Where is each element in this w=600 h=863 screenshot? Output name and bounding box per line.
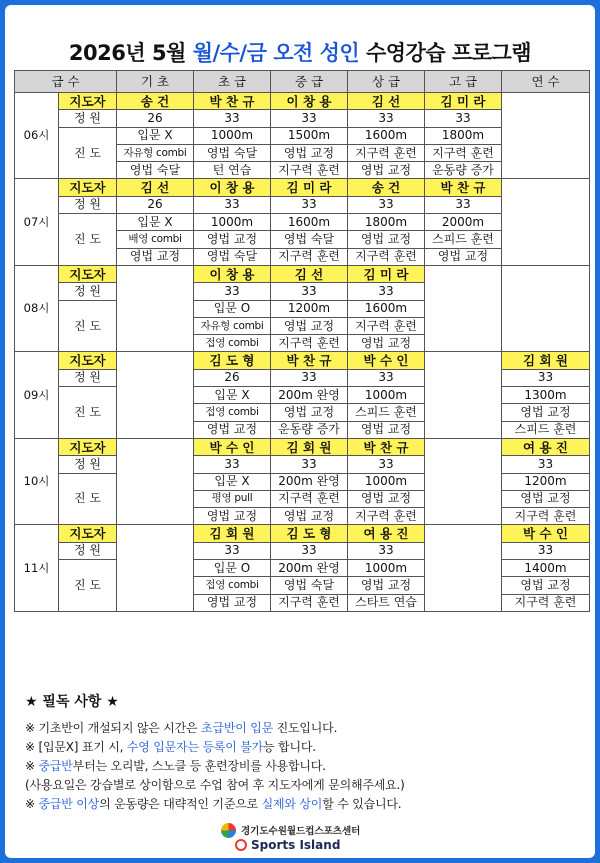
progress-cell: 지구력 훈련 xyxy=(348,508,425,525)
progress-label: 진 도 xyxy=(59,214,117,266)
progress-label: 진 도 xyxy=(59,300,117,352)
progress-cell: 영법 교정 xyxy=(502,404,590,421)
table-row xyxy=(15,473,590,490)
progress-cell: 영법 숙달 xyxy=(194,248,271,265)
capacity-cell: 33 xyxy=(271,196,348,213)
instructor-cell: 박 찬 규 xyxy=(425,179,502,196)
capacity-cell: 26 xyxy=(117,196,194,213)
progress-cell: 1000m xyxy=(194,214,271,231)
progress-cell: 영법 교정 xyxy=(502,577,590,594)
progress-cell: 영법 교정 xyxy=(425,248,502,265)
capacity-cell: 33 xyxy=(194,542,271,559)
progress-cell: 영법 교정 xyxy=(502,490,590,507)
instructor-cell: 박 찬 규 xyxy=(194,93,271,110)
progress-cell: 영법 교정 xyxy=(194,594,271,611)
progress-cell: 영법 숙달 xyxy=(271,231,348,248)
progress-cell: 스피드 훈련 xyxy=(348,404,425,421)
hour-cell: 06시 xyxy=(15,93,59,179)
empty-cell xyxy=(425,525,502,611)
instructor-cell: 박 수 인 xyxy=(194,438,271,455)
instructor-cell: 송 건 xyxy=(348,179,425,196)
instructor-cell: 김 미 라 xyxy=(348,265,425,282)
capacity-cell: 33 xyxy=(194,283,271,300)
progress-cell: 운동량 증가 xyxy=(271,421,348,438)
progress-cell: 영법 숙달 xyxy=(117,162,194,179)
instructor-label: 지도자 xyxy=(59,265,117,282)
table-row xyxy=(15,369,590,386)
capacity-cell: 33 xyxy=(271,456,348,473)
capacity-label: 정 원 xyxy=(59,369,117,386)
progress-cell: 지구력 훈련 xyxy=(271,335,348,352)
progress-cell: 1300m xyxy=(502,387,590,404)
progress-cell: 지구력 훈련 xyxy=(271,490,348,507)
progress-cell: 입문 X xyxy=(194,387,271,404)
note-4: (사용요일은 강습별로 상이함으로 수업 참여 후 지도자에게 문의해주세요.) xyxy=(25,778,405,792)
progress-cell: 지구력 훈련 xyxy=(348,317,425,334)
progress-cell: 영법 교정 xyxy=(271,508,348,525)
instructor-cell: 김 도 형 xyxy=(194,352,271,369)
header-expert: 고 급 xyxy=(425,71,502,93)
capacity-cell: 33 xyxy=(348,196,425,213)
progress-cell: 지구력 훈련 xyxy=(502,594,590,611)
schedule-card xyxy=(5,5,595,858)
progress-cell: 1000m xyxy=(348,387,425,404)
empty-cell xyxy=(117,352,194,438)
progress-cell: 영법 교정 xyxy=(194,508,271,525)
progress-cell: 평영 pull xyxy=(194,490,271,507)
table-row xyxy=(15,352,590,369)
header-basic: 기 초 xyxy=(117,71,194,93)
progress-cell: 지구력 훈련 xyxy=(348,248,425,265)
progress-cell: 스피드 훈련 xyxy=(425,231,502,248)
note-5: ※ 중급반 이상의 운동량은 대략적인 기준으로 실제와 상이할 수 있습니다. xyxy=(25,797,402,811)
progress-cell: 지구력 훈련 xyxy=(271,162,348,179)
instructor-cell: 김 선 xyxy=(271,265,348,282)
progress-cell: 턴 연습 xyxy=(194,162,271,179)
capacity-cell: 33 xyxy=(502,456,590,473)
capacity-cell: 33 xyxy=(271,369,348,386)
capacity-cell: 33 xyxy=(502,369,590,386)
instructor-cell: 박 수 인 xyxy=(348,352,425,369)
schedule-table xyxy=(14,70,590,612)
hour-cell: 07시 xyxy=(15,179,59,265)
progress-label: 진 도 xyxy=(59,127,117,179)
progress-cell: 자유형 combi xyxy=(194,317,271,334)
progress-cell: 배영 combi xyxy=(117,231,194,248)
progress-cell: 1200m xyxy=(502,473,590,490)
instructor-cell: 김 회 원 xyxy=(194,525,271,542)
table-row xyxy=(15,525,590,542)
notes-heading: ★ 필독 사항 ★ xyxy=(25,694,119,710)
progress-cell: 지구력 훈련 xyxy=(348,144,425,161)
progress-cell: 지구력 훈련 xyxy=(502,508,590,525)
capacity-cell: 33 xyxy=(194,196,271,213)
header-advanced: 상 급 xyxy=(348,71,425,93)
progress-cell: 1200m xyxy=(271,300,348,317)
progress-cell: 입문 O xyxy=(194,300,271,317)
page-title: 2026년 5월 월/수/금 오전 성인 수영강습 프로그램 xyxy=(68,41,532,65)
empty-cell xyxy=(117,525,194,611)
progress-label: 진 도 xyxy=(59,473,117,525)
progress-cell: 1000m xyxy=(348,473,425,490)
progress-cell: 접영 combi xyxy=(194,577,271,594)
progress-cell: 스타트 연습 xyxy=(348,594,425,611)
capacity-label: 정 원 xyxy=(59,283,117,300)
progress-cell: 입문 X xyxy=(117,127,194,144)
instructor-label: 지도자 xyxy=(59,438,117,455)
logo-org-name: 경기도수원월드컵스포츠센터 xyxy=(241,826,361,837)
progress-cell: 지구력 훈련 xyxy=(271,248,348,265)
capacity-cell: 33 xyxy=(348,283,425,300)
progress-cell: 자유형 combi xyxy=(117,144,194,161)
progress-cell: 영법 숙달 xyxy=(194,144,271,161)
progress-cell: 입문 X xyxy=(194,473,271,490)
capacity-cell: 33 xyxy=(348,456,425,473)
instructor-cell: 박 찬 규 xyxy=(271,352,348,369)
instructor-cell: 이 창 용 xyxy=(271,93,348,110)
table-row xyxy=(15,387,590,404)
header-beginner: 초 급 xyxy=(194,71,271,93)
capacity-label: 정 원 xyxy=(59,542,117,559)
hour-cell: 08시 xyxy=(15,265,59,351)
empty-cell xyxy=(425,352,502,438)
empty-cell xyxy=(425,265,502,351)
capacity-label: 정 원 xyxy=(59,456,117,473)
capacity-cell: 33 xyxy=(425,110,502,127)
capacity-label: 정 원 xyxy=(59,110,117,127)
capacity-cell: 33 xyxy=(271,110,348,127)
notes-section xyxy=(25,691,585,814)
progress-cell: 접영 combi xyxy=(194,335,271,352)
instructor-cell: 김 회 원 xyxy=(502,352,590,369)
empty-cell xyxy=(425,438,502,524)
instructor-cell: 이 창 용 xyxy=(194,179,271,196)
empty-cell xyxy=(502,93,590,179)
progress-cell: 입문 O xyxy=(194,560,271,577)
progress-cell: 영법 교정 xyxy=(348,231,425,248)
note-3: ※ 중급반부터는 오리발, 스노클 등 훈련장비를 사용합니다. xyxy=(25,759,326,773)
note-2: ※ [입문X] 표기 시, 수영 입문자는 등록이 불가능 합니다. xyxy=(25,740,316,754)
empty-cell xyxy=(502,265,590,351)
capacity-cell: 33 xyxy=(194,110,271,127)
progress-cell: 1600m xyxy=(348,300,425,317)
logo-mark-icon xyxy=(221,823,236,838)
progress-cell: 영법 교정 xyxy=(348,335,425,352)
progress-cell: 1600m xyxy=(271,214,348,231)
header-level: 급 수 xyxy=(15,71,117,93)
progress-cell: 1000m xyxy=(194,127,271,144)
progress-label: 진 도 xyxy=(59,387,117,439)
table-row xyxy=(15,456,590,473)
instructor-cell: 박 수 인 xyxy=(502,525,590,542)
capacity-cell: 33 xyxy=(194,456,271,473)
instructor-cell: 이 창 용 xyxy=(194,265,271,282)
logo-s-icon xyxy=(235,839,247,851)
hour-cell: 10시 xyxy=(15,438,59,524)
instructor-label: 지도자 xyxy=(59,525,117,542)
note-1: ※ 기초반이 개설되지 않은 시간은 초급반이 입문 진도입니다. xyxy=(25,721,338,735)
progress-cell: 입문 X xyxy=(117,214,194,231)
logo-brand-name: Sports Island xyxy=(251,838,341,852)
empty-cell xyxy=(117,265,194,351)
progress-cell: 영법 교정 xyxy=(194,421,271,438)
sports-island-logo xyxy=(221,821,391,855)
instructor-cell: 여 용 진 xyxy=(348,525,425,542)
progress-cell: 1800m xyxy=(348,214,425,231)
header-intermediate: 중 급 xyxy=(271,71,348,93)
instructor-cell: 김 미 라 xyxy=(271,179,348,196)
instructor-cell: 박 찬 규 xyxy=(348,438,425,455)
capacity-cell: 26 xyxy=(117,110,194,127)
empty-cell xyxy=(117,438,194,524)
progress-cell: 접영 combi xyxy=(194,404,271,421)
progress-cell: 영법 교정 xyxy=(271,144,348,161)
instructor-label: 지도자 xyxy=(59,179,117,196)
table-row xyxy=(15,179,590,196)
progress-cell: 영법 교정 xyxy=(271,404,348,421)
progress-cell: 영법 숙달 xyxy=(271,577,348,594)
progress-cell: 영법 교정 xyxy=(194,231,271,248)
capacity-cell: 33 xyxy=(425,196,502,213)
progress-cell: 영법 교정 xyxy=(348,421,425,438)
instructor-cell: 김 도 형 xyxy=(271,525,348,542)
progress-cell: 1400m xyxy=(502,560,590,577)
capacity-cell: 26 xyxy=(194,369,271,386)
progress-cell: 스피드 훈련 xyxy=(502,421,590,438)
table-row xyxy=(15,93,590,110)
progress-cell: 200m 완영 xyxy=(271,387,348,404)
table-row xyxy=(15,542,590,559)
table-row xyxy=(15,438,590,455)
table-row xyxy=(15,265,590,282)
progress-cell: 2000m xyxy=(425,214,502,231)
progress-cell: 영법 교정 xyxy=(348,577,425,594)
progress-cell: 영법 교정 xyxy=(117,248,194,265)
progress-cell: 지구력 훈련 xyxy=(425,144,502,161)
progress-cell: 1800m xyxy=(425,127,502,144)
progress-cell: 지구력 훈련 xyxy=(271,594,348,611)
instructor-label: 지도자 xyxy=(59,352,117,369)
instructor-cell: 김 선 xyxy=(117,179,194,196)
progress-cell: 영법 교정 xyxy=(348,162,425,179)
progress-cell: 1500m xyxy=(271,127,348,144)
instructor-cell: 김 미 라 xyxy=(425,93,502,110)
hour-cell: 11시 xyxy=(15,525,59,611)
progress-cell: 1600m xyxy=(348,127,425,144)
instructor-label: 지도자 xyxy=(59,93,117,110)
instructor-cell: 김 회 원 xyxy=(271,438,348,455)
capacity-label: 정 원 xyxy=(59,196,117,213)
hour-cell: 09시 xyxy=(15,352,59,438)
capacity-cell: 33 xyxy=(502,542,590,559)
progress-cell: 영법 교정 xyxy=(348,490,425,507)
instructor-cell: 여 용 진 xyxy=(502,438,590,455)
progress-cell: 운동량 증가 xyxy=(425,162,502,179)
progress-cell: 1000m xyxy=(348,560,425,577)
capacity-cell: 33 xyxy=(348,110,425,127)
empty-cell xyxy=(502,179,590,265)
progress-cell: 200m 완영 xyxy=(271,473,348,490)
capacity-cell: 33 xyxy=(271,283,348,300)
instructor-cell: 송 건 xyxy=(117,93,194,110)
capacity-cell: 33 xyxy=(271,542,348,559)
progress-label: 진 도 xyxy=(59,560,117,612)
header-training: 연 수 xyxy=(502,71,590,93)
capacity-cell: 33 xyxy=(348,542,425,559)
progress-cell: 200m 완영 xyxy=(271,560,348,577)
capacity-cell: 33 xyxy=(348,369,425,386)
table-row xyxy=(15,560,590,577)
instructor-cell: 김 선 xyxy=(348,93,425,110)
table-header-row xyxy=(15,71,590,93)
progress-cell: 영법 교정 xyxy=(271,317,348,334)
